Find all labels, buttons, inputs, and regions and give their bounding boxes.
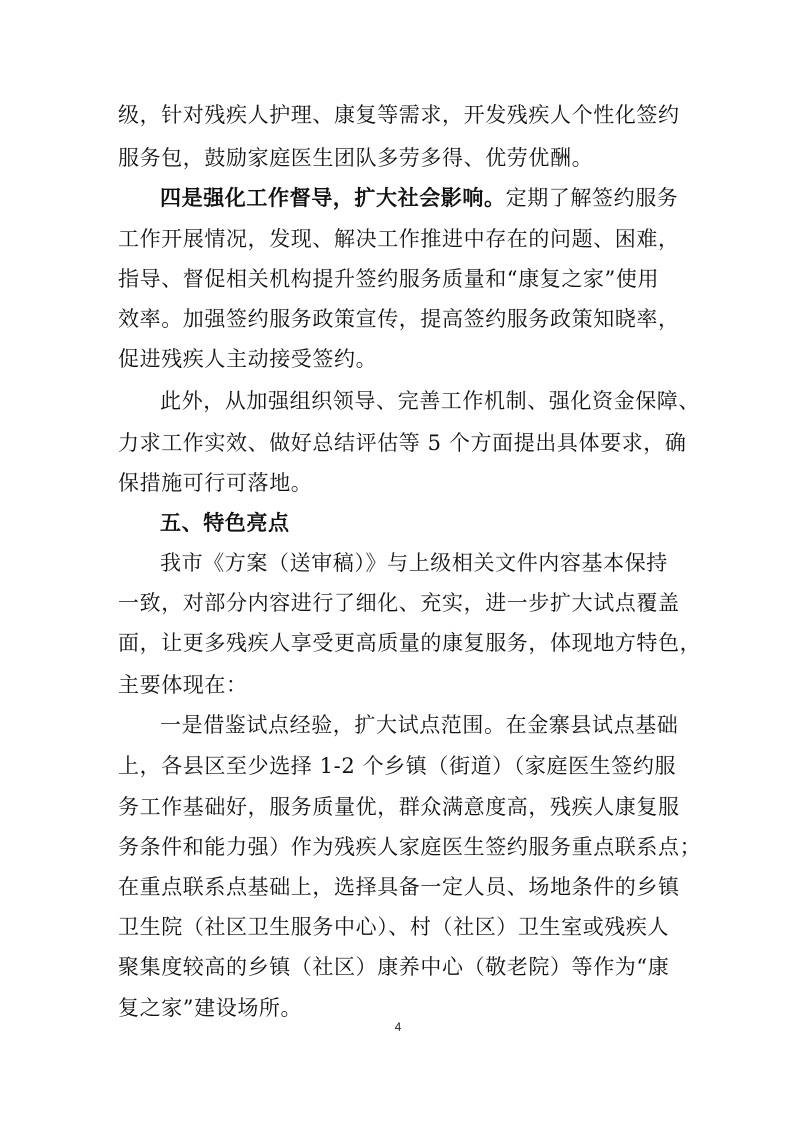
paragraph-4-line-4: 主要体现在： bbox=[118, 673, 248, 697]
paragraph-5-line-2: 上，各县区至少选择 1-2 个乡镇（街道）（家庭医生签约服 bbox=[118, 754, 677, 778]
paragraph-5-line-7: 聚集度较高的乡镇（社区）康养中心（敬老院）等作为“康 bbox=[118, 955, 670, 979]
paragraph-2-line-2: 工作开展情况，发现、解决工作推进中存在的问题、困难， bbox=[118, 227, 680, 251]
section-heading: 五、特色亮点 bbox=[160, 510, 290, 535]
paragraph-5-line-1: 一是借鉴试点经验，扩大试点范围。在金寨县试点基础 bbox=[160, 713, 679, 737]
paragraph-1-line-1: 级，针对残疾人护理、康复等需求，开发残疾人个性化签约 bbox=[118, 103, 680, 127]
paragraph-2-line-4: 效率。加强签约服务政策宣传，提高签约服务政策知晓率， bbox=[118, 307, 680, 331]
paragraph-3-line-1: 此外，从加强组织领导、完善工作机制、强化资金保障、 bbox=[160, 389, 700, 413]
paragraph-2-bold-lead: 四是强化工作督导，扩大社会影响。 bbox=[160, 185, 506, 210]
paragraph-3-line-3: 保措施可行可落地。 bbox=[118, 471, 313, 495]
page-number: 4 bbox=[394, 1020, 402, 1034]
paragraph-2-line-1 bbox=[160, 183, 678, 213]
paragraph-3-line-2: 力求工作实效、做好总结评估等 5 个方面提出具体要求，确 bbox=[118, 431, 687, 455]
paragraph-2-line-1-rest: 定期了解签约服务 bbox=[505, 186, 679, 210]
paragraph-4-line-1: 我市《方案（送审稿）》与上级相关文件内容基本保持 bbox=[160, 551, 668, 575]
paragraph-1-line-2: 服务包，鼓励家庭医生团队多劳多得、优劳优酬。 bbox=[118, 146, 594, 170]
paragraph-5-line-8: 复之家”建设场所。 bbox=[118, 996, 303, 1020]
paragraph-5-line-6: 卫生院（社区卫生服务中心）、村（社区）卫生室或残疾人 bbox=[118, 915, 670, 939]
paragraph-4-line-2: 一致，对部分内容进行了细化、充实，进一步扩大试点覆盖 bbox=[118, 591, 680, 615]
paragraph-5-line-4: 务条件和能力强）作为残疾人家庭医生签约服务重点联系点； bbox=[118, 835, 702, 859]
paragraph-5-line-5: 在重点联系点基础上，选择具备一定人员、场地条件的乡镇 bbox=[118, 875, 680, 899]
paragraph-4-line-3: 面，让更多残疾人享受更高质量的康复服务，体现地方特色， bbox=[118, 631, 702, 655]
paragraph-2-line-5: 促进残疾人主动接受签约。 bbox=[118, 347, 378, 371]
paragraph-2-line-3: 指导、督促相关机构提升签约服务质量和“康复之家”使用 bbox=[118, 267, 660, 291]
paragraph-5-line-3: 务工作基础好，服务质量优，群众满意度高，残疾人康复服 bbox=[118, 795, 680, 819]
